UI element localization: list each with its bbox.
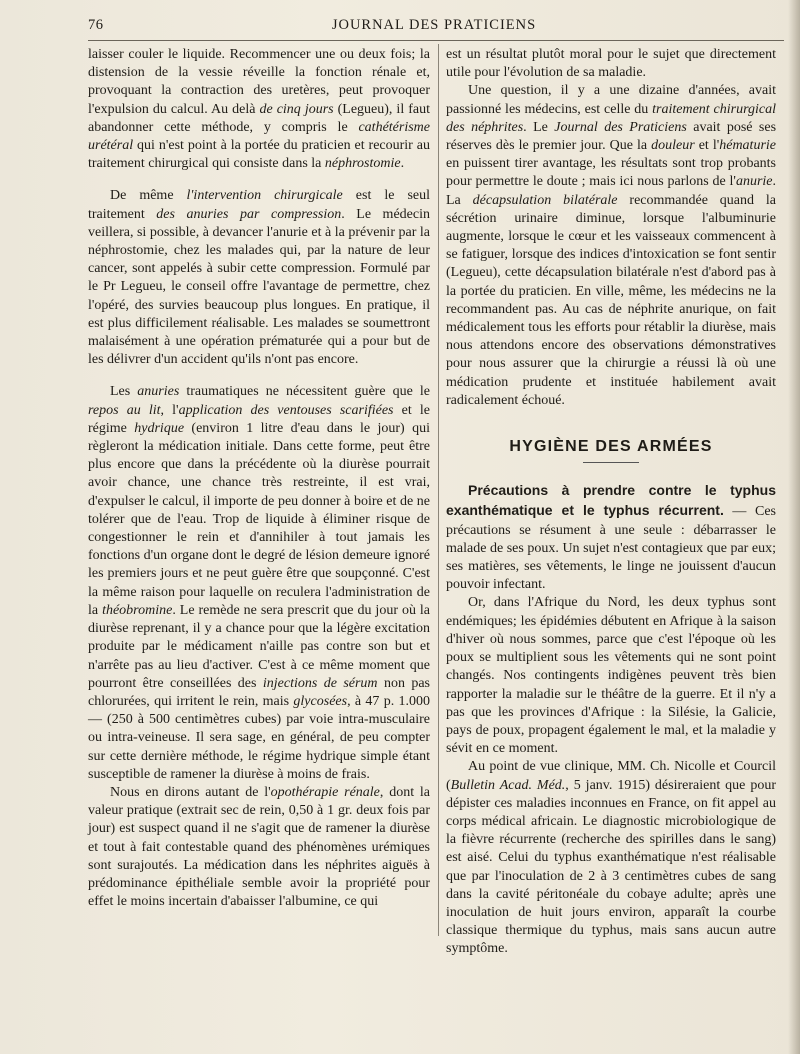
text-run: . Le remède ne sera prescrit que du jour où la diurèse reprenant, il y a chance pour que la légère excitation produite par le médicament n'aille pas contre son but et n'arrête pas au lieu d'activer. C'est à ce même moment que pourront être conseillées des: [88, 602, 431, 691]
italic-phrase: repos au lit: [88, 402, 161, 418]
italic-phrase: application des ventouses scarifiées: [178, 402, 394, 418]
text-run: laisser couler le liquide. Recommencer une ou deux fois; la distension de la vessie réveille la fonction rénale et, provoquant la contraction des uretères, peut provoquer l'expulsion du calcul. Au delà: [88, 47, 430, 117]
italic-phrase: Journal des Praticiens: [554, 119, 687, 135]
text-run: , à 47 p. 1.000 — (250 à 500 centimètres cubes) par voie intra-musculaire ou intra-veineuse. Il sera sage, en général, de peu compter sur cette dernière méthode, le régime hydrique simple étant susceptible de ramener la diurèse à moins de frais.: [88, 693, 430, 782]
right-paragraph-4: [446, 594, 776, 758]
text-run: est le seul traitement: [88, 188, 430, 222]
section-title-rule: [583, 462, 639, 463]
text-run: . Le: [523, 119, 555, 135]
text-run: (Legueu), il faut abandonner cette méthode, y compris le: [88, 101, 430, 135]
article-subheading: Précautions à prendre contre le typhus exanthématique et le typhus récurrent.: [446, 482, 776, 519]
italic-phrase: l'intervention chirurgicale: [186, 188, 343, 204]
right-paragraph-5: [446, 758, 776, 958]
right-paragraph-1: [446, 46, 776, 82]
text-run: qui n'est point à la portée du praticien et recourir au traitement chirurgical qui consiste dans la: [88, 138, 430, 172]
page-header: [88, 14, 780, 38]
italic-phrase: de cinq jours: [259, 101, 334, 117]
text-run: Or, dans l'Afrique du Nord, les deux typhus sont endémiques; les épidémies débutent en Afrique à la saison d'hiver où nous sommes, parce que c'est l'époque où les poux se multiplient sous les vêtements qui ne sont point changés. Nos contingents indigènes peuvent très bien rapporter la maladie sur le théâtre de la guerre. Et il n'y a pas que les provinces d'Afrique : la Silésie, la Galicie, pays de poux, propagent également le mal, et la maladie y sévit en ce moment.: [446, 595, 776, 757]
italic-phrase: opothérapie rénale: [270, 784, 380, 800]
italic-phrase: traitement chirurgical des néphrites: [446, 101, 776, 135]
text-run: . La: [446, 174, 776, 208]
text-run: . Le médecin veillera, si possible, à devancer l'anurie et à la prévenir par la néphrostomie, chez les malades qui, par la nature de leur cancer, sont appelés à subir cette compression. Formulé par le Pr Legueu, le conseil offre l'avantage de permettre, chez l'opéré, des survies beaucoup plus longues. En pratique, il est plus difficilement réalisable. Les malades se soumettront malaisément à une opération prématurée qui a pour but de les délivrer d'un accident qu'ils n'ont pas encore.: [88, 206, 430, 368]
page-edge-shadow: [788, 0, 800, 1054]
text-run: Une question, il y a une dizaine d'années, avait passionné les médecins, est celle du: [446, 83, 776, 117]
text-run: .: [400, 156, 405, 172]
text-run: , l': [160, 402, 179, 418]
right-column: [446, 46, 776, 959]
text-run: , dont la valeur pratique (extrait sec de rein, 0,50 à 1 gr. deux fois par jour) est suspect quand il ne s'agit que de ramener la diurèse et tout à fait contestable quand des phénomènes urémiques sont surajoutés. La médication dans les néphrites aiguës à prédominance épithéliale semble avoir la propriété pour effet le moins incertain d'abaisser l'albumine, ce qui: [88, 784, 431, 910]
text-run: en puissent tirer avantage, les résultats sont trop probants pour permettre le doute ; mais ici nous parlons de l': [446, 156, 776, 190]
page-number: 76: [88, 17, 104, 33]
header-rule: [88, 40, 784, 41]
italic-phrase: cathétérisme urétéral: [88, 119, 430, 154]
italic-phrase: douleur: [651, 138, 695, 154]
text-run: De même: [110, 188, 187, 204]
text-run: traumatiques ne nécessitent guère que le: [179, 384, 430, 400]
column-divider: [438, 44, 439, 936]
text-run: Au point de vue clinique, MM. Ch. Nicolle et Courcil (: [446, 759, 776, 793]
text-run: Les: [110, 384, 138, 400]
text-run: et l': [694, 138, 720, 154]
italic-phrase: anurie: [735, 174, 773, 190]
text-run: et le régime: [88, 402, 430, 436]
journal-title: JOURNAL DES PRATICIENS: [331, 17, 537, 33]
section-title: HYGIÈNE DES ARMÉES: [509, 438, 713, 456]
italic-phrase: des anuries par compression: [156, 206, 342, 222]
italic-phrase: injections de sérum: [262, 675, 378, 691]
italic-phrase: théobromine: [102, 602, 173, 618]
italic-phrase: glycosées: [293, 693, 348, 709]
text-run: Nous en dirons autant de l': [110, 784, 271, 800]
text-run: , 5 janv. 1915) désireraient que pour dépister ces maladies inconnues en France, on fit appel au corps médical africain. Le diagnostic microbiologique de la fièvre récurrente (recherche des spirilles dans le sang) est aisé. Celui du typhus exanthématique n'est réalisable que par l'inoculation de 2 à 3 centimètres cubes de sang dans la cavité péritonéale du cobaye adulte; après une inoculation de huit jours environ, apparaît la courbe classique thermique du typhus, mais sans aucun autre symptôme.: [446, 777, 776, 957]
italic-phrase: décapsulation bilatérale: [472, 192, 618, 208]
left-paragraph-1: [88, 46, 430, 173]
right-paragraph-3: [446, 481, 776, 594]
italic-phrase: néphrostomie: [324, 156, 401, 172]
left-paragraph-3: [88, 383, 430, 783]
italic-phrase: hydrique: [134, 420, 185, 436]
right-paragraph-2: [446, 82, 776, 410]
left-paragraph-4: [88, 784, 430, 911]
text-run: non pas chlorurées, qui irritent le rein, mais: [88, 675, 431, 709]
italic-phrase: hématurie: [719, 138, 776, 154]
text-run: avait posé ses réserves dès le premier jour. Que la: [446, 119, 777, 154]
text-run: (environ 1 litre d'eau dans le jour) qui règleront la médication initiale. Dans cette forme, peut être plus encore que dans la précédente où la diurèse pourrait avoir chance, une chance très restreinte, il est vrai, d'expulser le calcul, il importe de peu donner à boire et de ne tolérer que de l'eau. Trop de liquide à éliminer risque de congestionner le rein et d'annihiler à tout jamais les fonctions d'un organe dont le degré de lésion demeure ignoré les premiers jours et ne peut guère être que soupçonné. C'est la même raison pour laquelle on reculera l'administration de la: [88, 420, 430, 618]
text-run: — Ces précautions se résument à une seule : débarrasser le malade de ses poux. Un sujet n'est contagieux que par eux; ses matières, ses vêtements, le linge ne jouissent d'aucun pouvoir infectant.: [446, 504, 776, 593]
text-run: recommandée quand la sécrétion urinaire diminue, lorsque l'albuminurie augmente, lorsque le cœur et les vaisseaux commencent à se fatiguer, lorsque des indices d'intoxication se font sentir (Legueu), cette décapsulation bilatérale n'est d'abord pas à la portée du praticien. En ville, même, les médecins ne la recommandent pas. Au cas de néphrite anurique, on fait médicalement tous les efforts pour rétablir la diurèse, mais nous attendons encore des observations démonstratives pour nous assurer que la chirurgie a réussi là où une médication prudente et instituée habilement avait radicalement échoué.: [446, 192, 777, 408]
left-paragraph-2: [88, 187, 430, 369]
italic-phrase: anuries: [137, 384, 180, 400]
italic-phrase: Bulletin Acad. Méd.: [450, 777, 566, 793]
left-column: [88, 46, 430, 911]
text-run: est un résultat plutôt moral pour le sujet que directement utile pour l'évolution de sa maladie.: [446, 47, 776, 81]
